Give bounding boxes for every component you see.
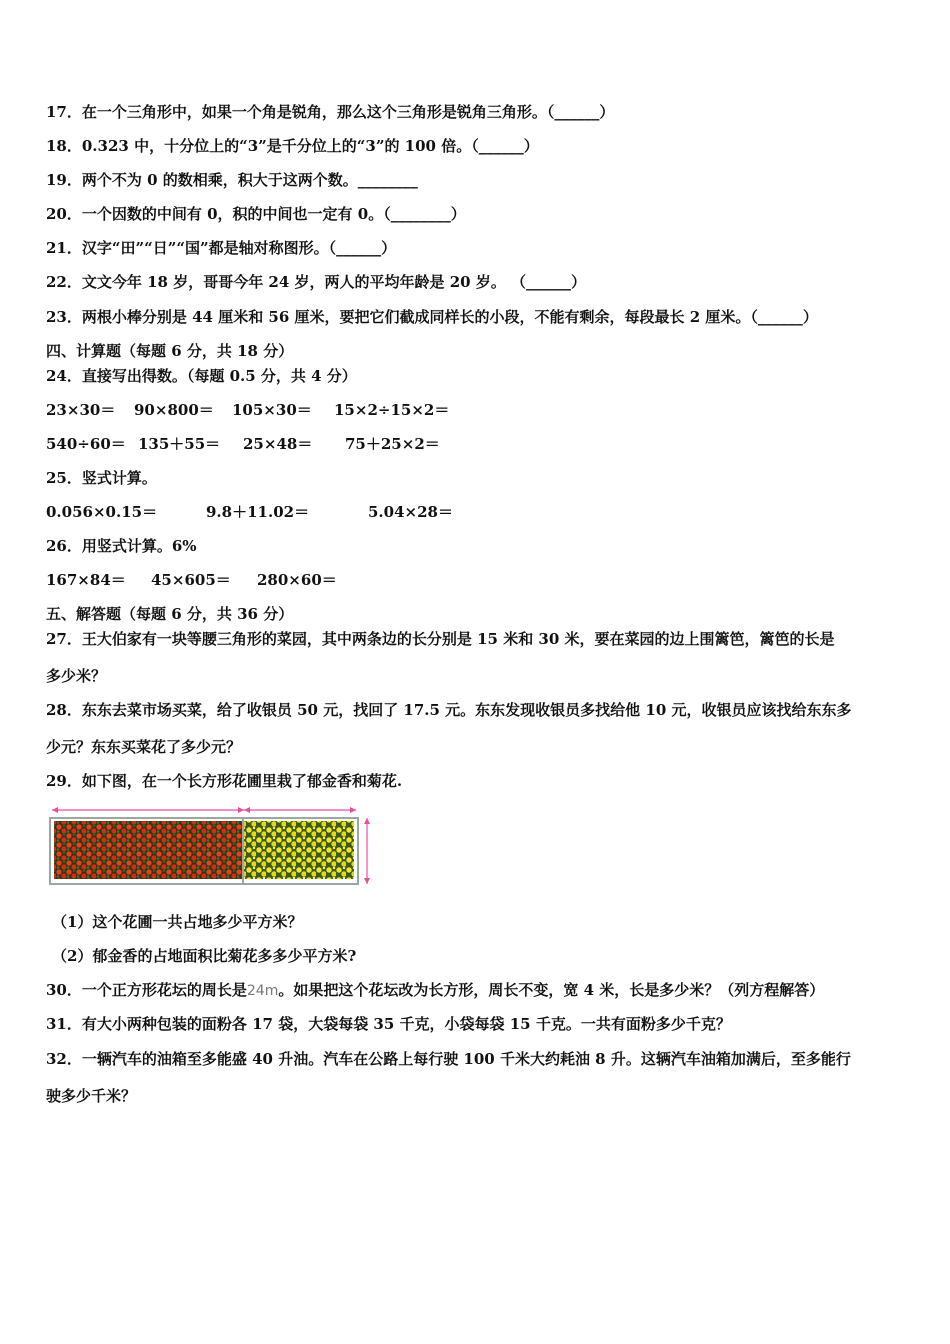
question-21: 21．汉字“田”“日”“国”都是轴对称图形。（______） [46, 239, 397, 257]
question-20: 20．一个因数的中间有 0，积的中间也一定有 0。（________） [46, 205, 466, 223]
calc-item: 135＋55＝ [138, 435, 221, 453]
question-30 [46, 980, 824, 1001]
question-30-perimeter: 24m [246, 983, 279, 999]
calc-item: 5.04×28＝ [368, 503, 453, 521]
question-27-line-1: 27．王大伯家有一块等腰三角形的菜园，其中两条边的长分别是 15 米和 30 米，要在菜园的边上围篱笆，篱笆的长是 [46, 630, 835, 648]
question-32-line-2: 驶多少千米？ [46, 1087, 137, 1105]
question-30-text-rest: 。如果把这个花坛改为长方形，周长不变，宽 4 米，长是多少米？（列方程解答） [278, 981, 825, 999]
calc-item: 23×30＝ [46, 401, 116, 419]
question-32-line-1: 32．一辆汽车的油箱至多能盛 40 升油。汽车在公路上每行驶 100 千米大约耗油 8 升。这辆汽车油箱加满后，至多能行 [46, 1050, 851, 1068]
calc-item: 25×48＝ [243, 435, 313, 453]
calc-item: 280×60＝ [257, 571, 337, 589]
flower-garden-diagram [46, 797, 406, 891]
question-17: 17．在一个三角形中，如果一个角是锐角，那么这个三角形是锐角三角形。（______） [46, 103, 615, 121]
question-30-text: 30．一个正方形花坛的周长是 [46, 981, 247, 999]
question-28-line-2: 少元？东东买菜花了多少元？ [46, 738, 242, 756]
question-29-part-1: （1）这个花圃一共占地多少平方米？ [52, 913, 303, 931]
question-31: 31．有大小两种包装的面粉各 17 袋，大袋每袋 35 千克，小袋每袋 15 千克。一共有面粉多少千克？ [46, 1015, 731, 1033]
calc-item: 15×2÷15×2＝ [334, 401, 450, 419]
calc-item: 75＋25×2＝ [345, 435, 440, 453]
question-29: 29．如下图，在一个长方形花圃里栽了郁金香和菊花. [46, 772, 403, 790]
section-5-heading: 五、解答题（每题 6 分，共 36 分） [46, 605, 294, 623]
question-29-part-2: （2）郁金香的占地面积比菊花多多少平方米? [52, 947, 357, 965]
calc-item: 167×84＝ [46, 571, 126, 589]
question-26: 26．用竖式计算。6% [46, 537, 197, 555]
question-27-line-2: 多少米？ [46, 667, 107, 685]
calc-item: 9.8＋11.02＝ [206, 503, 310, 521]
section-4-heading: 四、计算题（每题 6 分，共 18 分） [46, 342, 294, 360]
calc-item: 90×800＝ [134, 401, 214, 419]
question-24: 24．直接写出得数。（每题 0.5 分，共 4 分） [46, 367, 357, 385]
question-22: 22．文文今年 18 岁，哥哥今年 24 岁，两人的平均年龄是 20 岁。 （______） [46, 273, 587, 291]
calc-item: 45×605＝ [151, 571, 231, 589]
calc-item: 540÷60＝ [46, 435, 126, 453]
question-23: 23．两根小棒分别是 44 厘米和 56 厘米，要把它们截成同样长的小段，不能有剩余，每段最长 2 厘米。（______） [46, 308, 818, 326]
question-28-line-1: 28．东东去菜市场买菜，给了收银员 50 元，找回了 17.5 元。东东发现收银员多找给他 10 元，收银员应该找给东东多 [46, 701, 852, 719]
calc-item: 105×30＝ [232, 401, 312, 419]
question-25: 25．竖式计算。 [46, 469, 157, 487]
chrysanthemum-bed [244, 821, 354, 879]
question-19: 19．两个不为 0 的数相乘，积大于这两个数。________ [46, 171, 418, 189]
question-18: 18．0.323 中，十分位上的“3”是千分位上的“3”的 100 倍。（______） [46, 137, 539, 155]
tulip-bed [54, 821, 242, 879]
calc-item: 0.056×0.15＝ [46, 503, 158, 521]
